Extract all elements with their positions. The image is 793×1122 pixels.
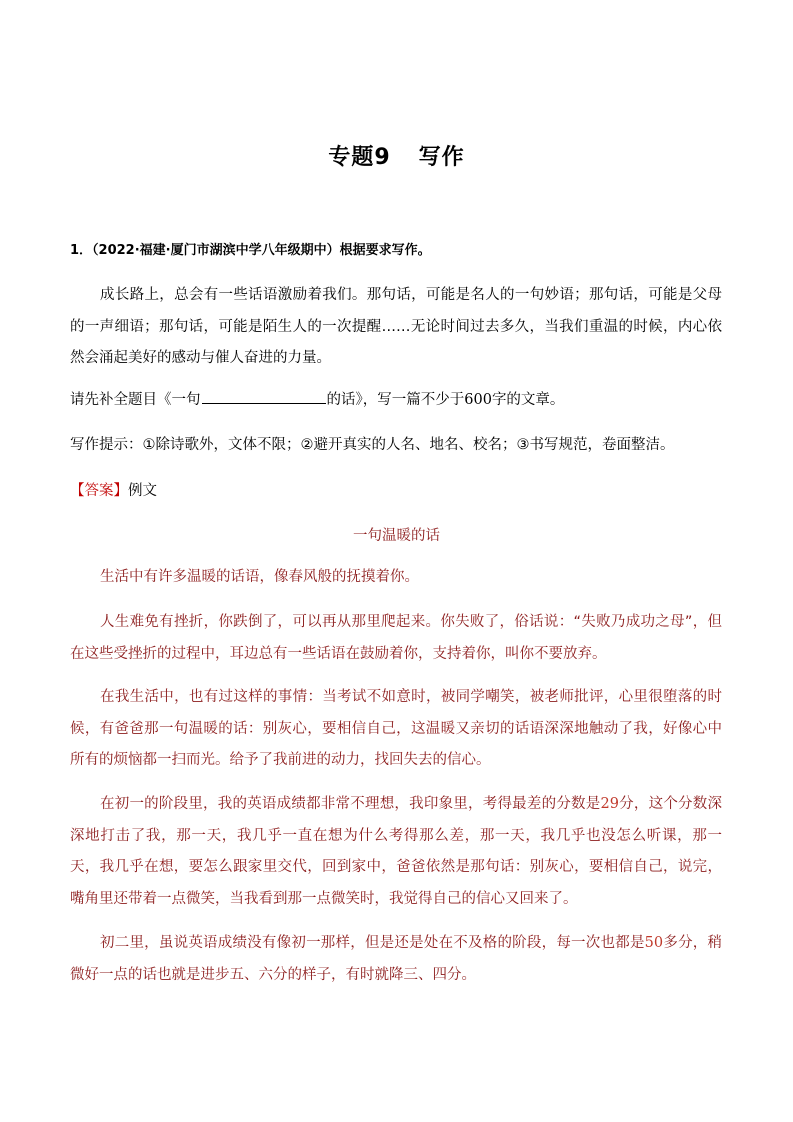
question-heading: 1．（2022·福建·厦门市湖滨中学八年级期中）根据要求写作。 bbox=[70, 243, 431, 258]
paragraph-text: 在初一的阶段里，我的英语成绩都非常不理想，我印象里，考得最差的分数是 bbox=[100, 796, 601, 812]
score-value: 50 bbox=[644, 935, 664, 951]
essay-paragraph: 人生难免有挫折，你跌倒了，可以再从那里爬起来。你失败了，俗话说：“失败乃成功之母”，但在这些受挫折的过程中，耳边总有一些话语在鼓励着你，支持着你，叫你不要放弃。 bbox=[70, 614, 722, 662]
paragraph-text: 多分，稍微好一点的话也就是进步五、六分的样子，有时就降三、四分。 bbox=[70, 935, 723, 983]
instruction-after: 的话》，写一篇不少于 bbox=[326, 392, 465, 408]
instruction-before: 请先补全题目《一句 bbox=[70, 392, 201, 408]
question-prompt: 成长路上，总会有一些话语激励着我们。那句话，可能是名人的一句妙语；那句话，可能是父母的一声细语；那句话，可能是陌生人的一次提醒……无论时间过去多久，当我们重温的时候，内心依然会涌起美好的感动与催人奋进的力量。 bbox=[70, 287, 722, 366]
essay-paragraph: 生活中有许多温暖的话语，像春风般的抚摸着你。 bbox=[100, 569, 419, 585]
essay-paragraph bbox=[70, 789, 722, 915]
paragraph-text: 分，这个分数深深地打击了我，那一天，我几乎一直在想为什么考得那么差，那一天，我几乎也没怎么听课，那一天，我几乎在想，要怎么跟家里交代，回到家中，爸爸依然是那句话：别灰心，要相信自己，说完，嘴角里还带着一点微笑，当我看到那一点微笑时，我觉得自己的信心又回来了。 bbox=[70, 796, 722, 907]
paragraph-text: 初二里，虽说英语成绩没有像初一那样，但是还是处在不及格的阶段，每一次也都是 bbox=[100, 935, 645, 951]
fill-blank bbox=[202, 389, 326, 404]
essay-paragraph bbox=[70, 928, 722, 991]
answer-tag: 【答案】 bbox=[70, 483, 128, 499]
answer-header bbox=[70, 481, 157, 501]
writing-tips: 写作提示：①除诗歌外，文体不限；②避开真实的人名、地名、校名；③书写规范，卷面整洁。 bbox=[70, 437, 675, 453]
essay-title: 一句温暖的话 bbox=[353, 528, 440, 544]
instruction-end: 字的文章。 bbox=[491, 392, 565, 408]
title-topic: 专题9 bbox=[328, 145, 391, 170]
question-instruction bbox=[70, 389, 564, 410]
essay-paragraph: 在我生活中，也有过这样的事情：当考试不如意时，被同学嘲笑，被老师批评，心里很堕落的时候，有爸爸那一句温暖的话：别灰心，要相信自己，这温暖又亲切的话语深深地触动了我，好像心中所有的烦恼都一扫而光。给予了我前进的动力，找回失去的信心。 bbox=[70, 689, 722, 768]
score-value: 29 bbox=[600, 796, 619, 812]
answer-label: 例文 bbox=[128, 483, 157, 499]
title-subject: 写作 bbox=[418, 145, 465, 170]
word-count: 600 bbox=[464, 392, 492, 408]
page-title bbox=[0, 140, 793, 171]
